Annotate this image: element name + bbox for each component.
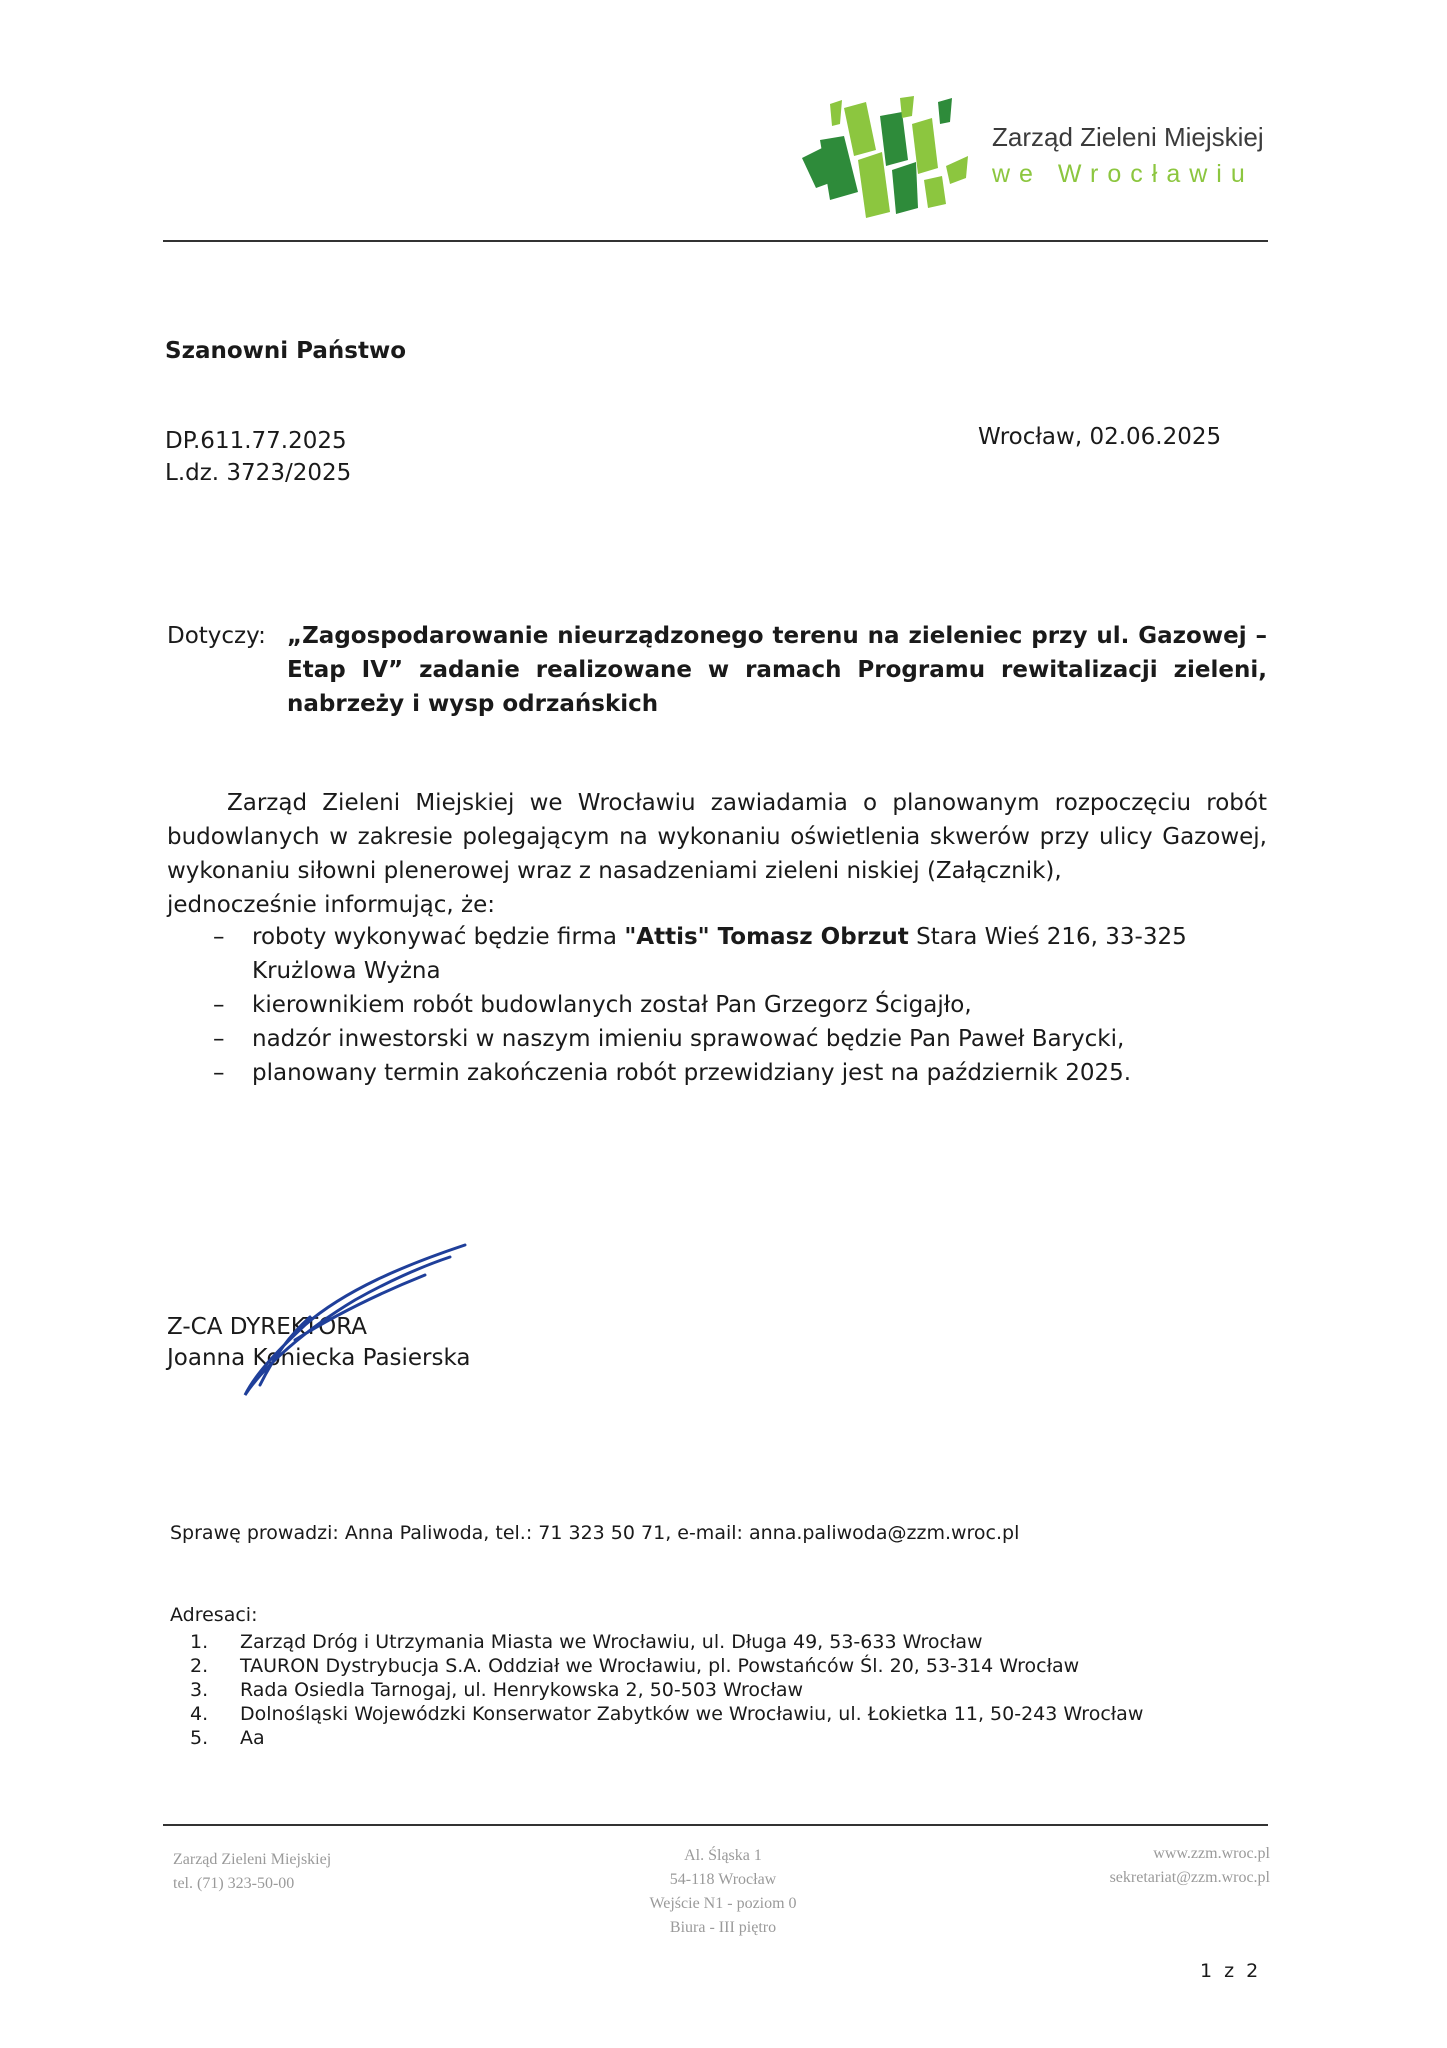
page-number: 1 z 2	[1200, 1960, 1262, 1982]
footer-divider	[163, 1824, 1268, 1826]
intro-text: Zarząd Zieleni Miejskiej we Wrocławiu zawiadamia o planowanym rozpoczęciu robót budowlanych w zakresie polegającym na wykonaniu oświetlenia skwerów przy ulicy Gazowej, wykonaniu siłowni plenerowej wraz z nasadzeniami zieleni niskiej (Załącznik),	[167, 790, 1267, 884]
case-handler: Sprawę prowadzi: Anna Paliwoda, tel.: 71 323 50 71, e-mail: anna.paliwoda@zzm.wroc.pl	[170, 1522, 1020, 1544]
item-number: 3.	[190, 1679, 209, 1701]
intro-tail: jednocześnie informując, że:	[167, 892, 495, 918]
list-item	[170, 1678, 1143, 1702]
item-number: 5.	[190, 1727, 209, 1749]
footer-org-name: Zarząd Zieleni Miejskiej	[173, 1851, 332, 1868]
subject-text: „Zagospodarowanie nieurządzonego terenu na zieleniec przy ul. Gazowej – Etap IV” zadanie realizowane w ramach Programu rewitalizacji zieleni, nabrzeży i wysp odrzańskich	[287, 623, 1267, 717]
list-item	[170, 1702, 1143, 1726]
footer-address	[623, 1844, 823, 1940]
recipient-text: Rada Osiedla Tarnogaj, ul. Henrykowska 2, 50-503 Wrocław	[240, 1679, 804, 1701]
reference-number: DP.611.77.2025	[165, 428, 347, 454]
intro-paragraph	[167, 786, 1267, 922]
footer-street: Al. Śląska 1	[684, 1847, 762, 1864]
handwritten-signature	[235, 1235, 475, 1405]
list-item	[170, 1630, 1143, 1654]
signatory-name: Joanna Koniecka Pasierska	[167, 1345, 471, 1371]
bullet-completion: planowany termin zakończenia robót przewidziany jest na październik 2025.	[252, 1060, 1132, 1086]
place-date: Wrocław, 02.06.2025	[978, 424, 1222, 450]
greeting: Szanowni Państwo	[165, 338, 407, 364]
recipients-list	[170, 1630, 1143, 1750]
list-item	[167, 920, 1267, 988]
dash-bullet: –	[213, 1060, 225, 1086]
item-number: 2.	[190, 1655, 209, 1677]
info-list	[167, 920, 1267, 1090]
bullet-contractor-post: Stara Wieś 216, 33-325 Krużlowa Wyżna	[252, 924, 1187, 984]
list-item	[167, 1056, 1267, 1090]
org-name-line1: Zarząd Zieleni Miejskiej	[992, 122, 1264, 152]
dash-bullet: –	[213, 1026, 225, 1052]
bullet-contractor-pre: roboty wykonywać będzie firma	[252, 924, 625, 950]
footer-email: sekretariat@zzm.wroc.pl	[1109, 1869, 1270, 1886]
recipient-text: Zarząd Dróg i Utrzymania Miasta we Wrocławiu, ul. Długa 49, 53-633 Wrocław	[240, 1631, 983, 1653]
dash-bullet: –	[213, 992, 225, 1018]
footer-city: 54-118 Wrocław	[669, 1871, 777, 1888]
item-number: 1.	[190, 1631, 209, 1653]
ldz-number: L.dz. 3723/2025	[165, 460, 352, 486]
signatory-title: Z-CA DYREKTORA	[167, 1314, 368, 1340]
subject-label: Dotyczy:	[167, 623, 266, 649]
dash-bullet: –	[213, 924, 225, 950]
footer-web	[1040, 1842, 1270, 1890]
footer-org	[173, 1848, 331, 1896]
list-item	[167, 1022, 1267, 1056]
footer-floor: Biura - III piętro	[669, 1919, 777, 1936]
recipient-text: Dolnośląski Wojewódzki Konserwator Zabytków we Wrocławiu, ul. Łokietka 11, 50-243 Wrocław	[240, 1703, 1144, 1725]
recipient-text: TAURON Dystrybucja S.A. Oddział we Wrocławiu, pl. Powstańców Śl. 20, 53-314 Wrocław	[240, 1655, 1080, 1677]
zzm-leaf-logo-icon	[800, 96, 972, 220]
footer-phone: tel. (71) 323-50-00	[173, 1875, 295, 1892]
footer-entrance: Wejście N1 - poziom 0	[649, 1895, 797, 1912]
bullet-supervision: nadzór inwestorski w naszym imieniu sprawować będzie Pan Paweł Barycki,	[252, 1026, 1125, 1052]
recipients-heading: Adresaci:	[170, 1604, 258, 1626]
contractor-name: "Attis" Tomasz Obrzut	[624, 924, 909, 950]
list-item	[167, 988, 1267, 1022]
org-name-line2: we Wrocławiu	[992, 160, 1254, 188]
footer-website: www.zzm.wroc.pl	[1153, 1845, 1270, 1862]
list-item	[170, 1726, 1143, 1750]
bullet-site-manager: kierownikiem robót budowlanych został Pan Grzegorz Ścigajło,	[252, 992, 972, 1018]
item-number: 4.	[190, 1703, 209, 1725]
header-divider	[163, 240, 1268, 242]
list-item	[170, 1654, 1143, 1678]
recipient-text: Aa	[240, 1727, 265, 1749]
